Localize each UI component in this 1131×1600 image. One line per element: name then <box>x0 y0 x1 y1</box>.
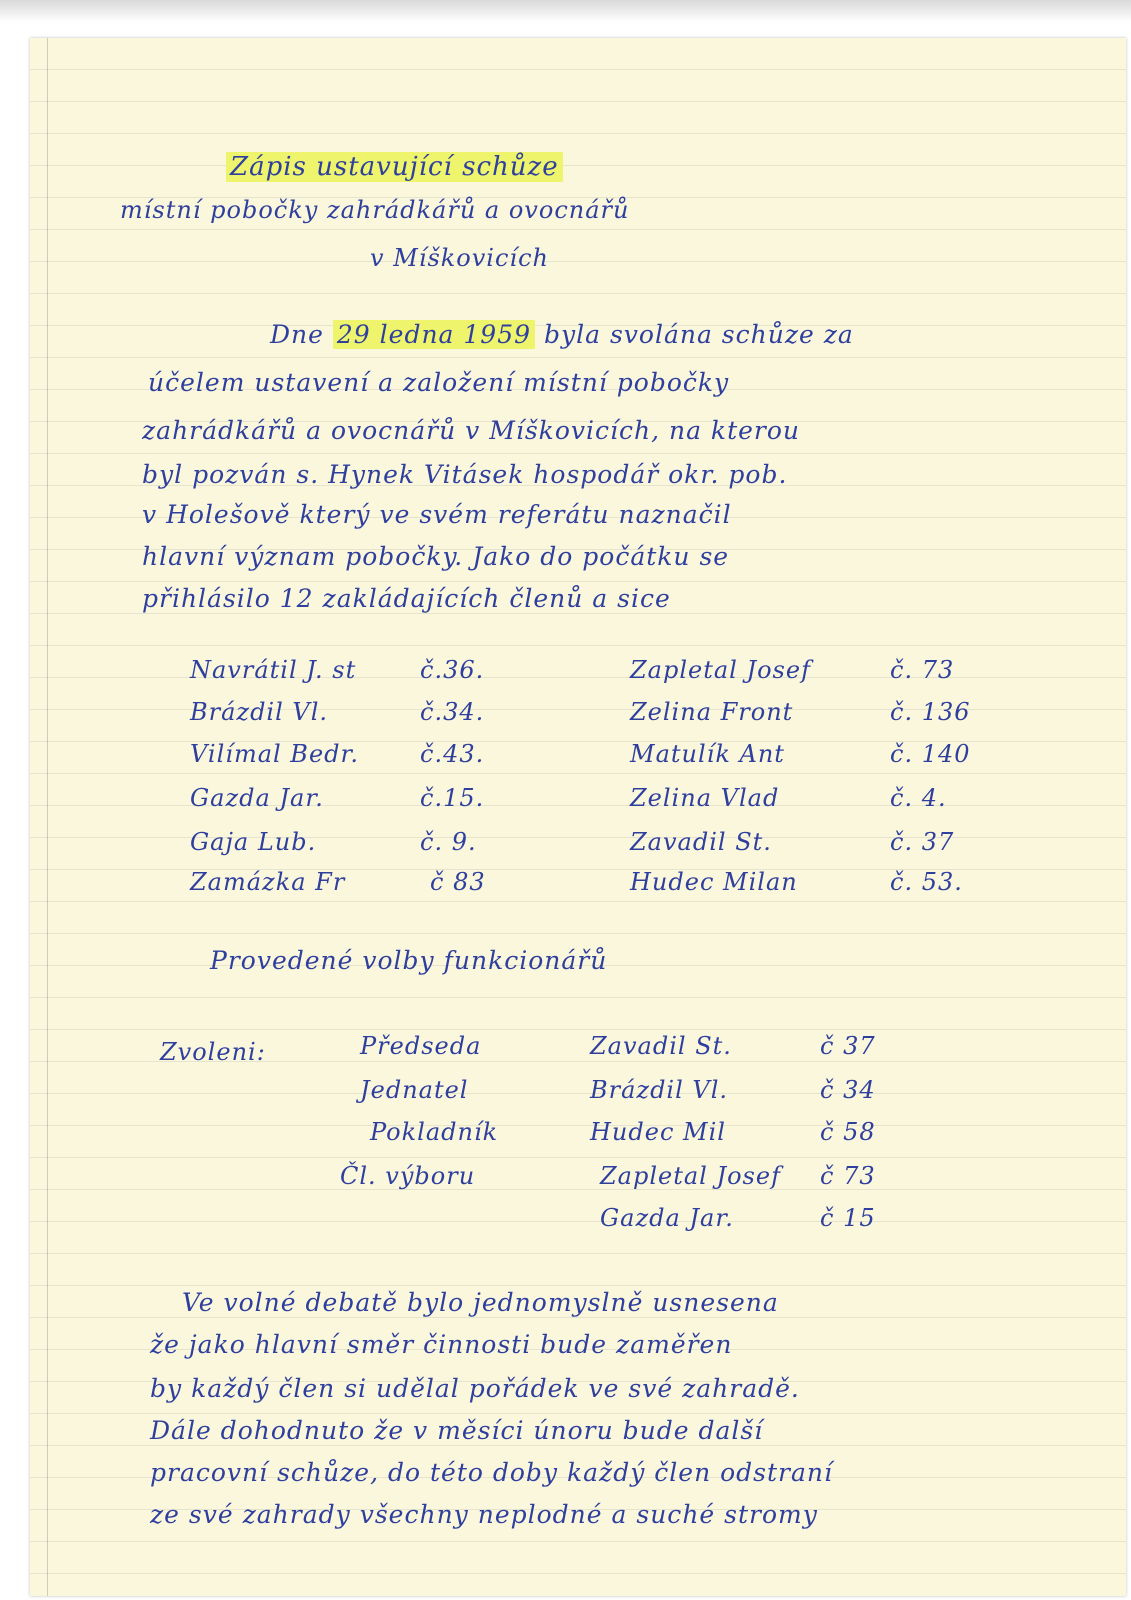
member-right-1-name: Zapletal Josef <box>630 656 811 684</box>
member-left-2-name: Brázdil Vl. <box>190 698 329 726</box>
paragraph-1-line-4: byl pozván s. Hynek Vitásek hospodář okr. pob. <box>142 460 788 489</box>
election-person-1: Zavadil St. <box>590 1032 732 1060</box>
member-left-3-no: č.43. <box>420 740 485 768</box>
member-left-3-name: Vilímal Bedr. <box>190 740 359 768</box>
member-left-4-no: č.15. <box>420 784 485 812</box>
member-right-2-no: č. 136 <box>890 698 971 726</box>
paragraph-1-line-6: hlavní význam pobočky. Jako do počátku se <box>142 542 730 571</box>
paragraph-1-line-1-text: Dne 29 ledna 1959 byla svolána schůze za <box>270 320 854 349</box>
title-line-2: místní pobočky zahrádkářů a ovocnářů <box>120 196 630 224</box>
paragraph-1-line-1 <box>270 320 854 349</box>
title-line-3: v Míškovicích <box>370 244 549 272</box>
member-right-6-name: Hudec Milan <box>630 868 798 896</box>
member-right-6-no: č. 53. <box>890 868 963 896</box>
election-role-2: Jednatel <box>360 1076 469 1104</box>
paragraph-2-line-6: ze své zahrady všechny neplodné a suché stromy <box>150 1500 818 1529</box>
member-left-4-name: Gazda Jar. <box>190 784 324 812</box>
paragraph-2-line-3: by každý člen si udělal pořádek ve své zahradě. <box>150 1374 800 1403</box>
member-right-5-no: č. 37 <box>890 828 955 856</box>
paragraph-1-line-2: účelem ustavení a založení místní pobočky <box>148 368 730 397</box>
election-person-4: Zapletal Josef <box>600 1162 781 1190</box>
member-left-5-no: č. 9. <box>420 828 477 856</box>
title-line-1 <box>226 152 563 182</box>
election-role-4: Čl. výboru <box>340 1162 476 1190</box>
paragraph-2-line-4: Dále dohodnuto že v měsíci únoru bude další <box>150 1416 764 1445</box>
member-right-5-name: Zavadil St. <box>630 828 772 856</box>
election-role-1: Předseda <box>360 1032 482 1060</box>
paragraph-2-line-2: že jako hlavní směr činnosti bude zaměřen <box>150 1330 733 1359</box>
member-left-2-no: č.34. <box>420 698 485 726</box>
election-no-2: č 34 <box>820 1076 876 1104</box>
member-right-4-no: č. 4. <box>890 784 947 812</box>
election-no-1: č 37 <box>820 1032 876 1060</box>
member-left-5-name: Gaja Lub. <box>190 828 317 856</box>
member-left-1-name: Navrátil J. st <box>190 656 357 684</box>
member-right-4-name: Zelina Vlad <box>630 784 780 812</box>
paragraph-2-line-1: Ve volné debatě bylo jednomyslně usnesena <box>182 1288 779 1317</box>
date-highlight: 29 ledna 1959 <box>333 320 535 349</box>
election-person-5: Gazda Jar. <box>600 1204 734 1232</box>
election-person-3: Hudec Mil <box>590 1118 726 1146</box>
title-highlight: Zápis ustavující schůze <box>226 152 563 182</box>
paragraph-1-line-7: přihlásilo 12 zakládajících členů a sice <box>142 584 671 613</box>
member-right-3-no: č. 140 <box>890 740 971 768</box>
paragraph-1-line-5: v Holešově který ve svém referátu naznačil <box>142 500 732 529</box>
elected-label: Zvoleni: <box>160 1038 266 1066</box>
election-role-3: Pokladník <box>370 1118 499 1146</box>
member-left-6-no: č 83 <box>430 868 486 896</box>
member-left-6-name: Zamázka Fr <box>190 868 346 896</box>
election-no-3: č 58 <box>820 1118 876 1146</box>
member-left-1-no: č.36. <box>420 656 485 684</box>
election-no-4: č 73 <box>820 1162 876 1190</box>
notebook-page <box>30 38 1126 1596</box>
paragraph-1-line-3: zahrádkářů a ovocnářů v Míškovicích, na kterou <box>142 416 801 445</box>
election-no-5: č 15 <box>820 1204 876 1232</box>
elections-heading: Provedené volby funkcionářů <box>210 946 608 975</box>
election-person-2: Brázdil Vl. <box>590 1076 729 1104</box>
paragraph-2-line-5: pracovní schůze, do této doby každý člen odstraní <box>150 1458 834 1487</box>
member-right-1-no: č. 73 <box>890 656 955 684</box>
member-right-2-name: Zelina Front <box>630 698 794 726</box>
scan-edge <box>0 0 1131 22</box>
margin-line <box>47 38 48 1596</box>
member-right-3-name: Matulík Ant <box>630 740 785 768</box>
